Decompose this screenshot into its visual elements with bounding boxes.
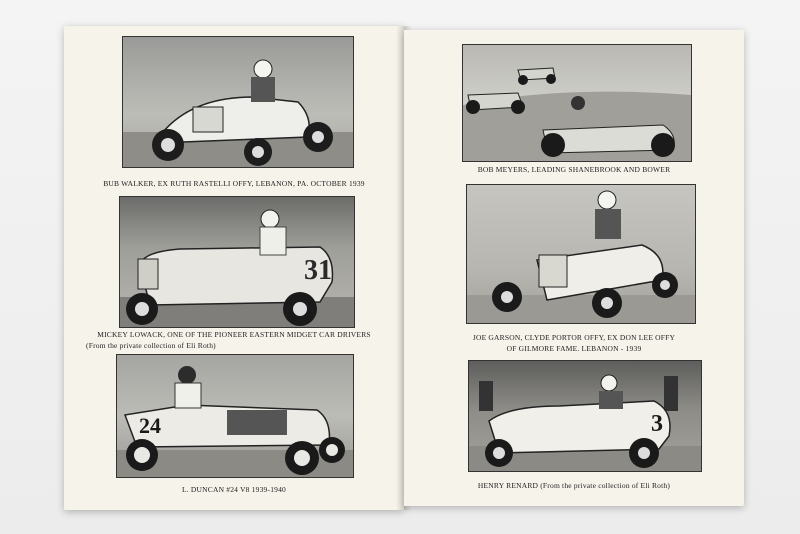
caption-bob-meyers: BOB MEYERS, LEADING SHANEBROOK AND BOWER [477, 165, 671, 174]
right-page [404, 30, 744, 506]
caption-bub-walker: BUB WALKER, EX RUTH RASTELLI OFFY, LEBANON, PA. OCTOBER 1939 [103, 179, 365, 188]
race-car-illustration [120, 197, 354, 327]
car-number-31: 31 [304, 255, 332, 286]
photo-henry-renard [468, 360, 702, 472]
caption-joe-garson: JOE GARSON, CLYDE PORTOR OFFY, EX DON LEE OFFY OF GILMORE FAME. LEBANON - 1939 [472, 333, 676, 353]
photo-l-duncan [116, 354, 354, 478]
car-number-24: 24 [139, 413, 161, 438]
left-page [64, 26, 404, 510]
race-car-illustration [117, 355, 353, 477]
photo-bob-meyers [462, 44, 692, 162]
race-car-illustration [469, 361, 701, 471]
race-car-illustration [467, 185, 695, 323]
caption-l-duncan: L. DUNCAN #24 V8 1939-1940 [181, 485, 287, 494]
photo-bub-walker [122, 36, 354, 168]
race-car-illustration [123, 37, 353, 167]
car-number-3: 3 [651, 411, 663, 437]
caption-mickey-lowack: MICKEY LOWACK, ONE OF THE PIONEER EASTERN MIDGET CAR DRIVERS (From the private collection of Eli Roth) [86, 330, 371, 350]
photo-mickey-lowack [119, 196, 355, 328]
caption-henry-renard: HENRY RENARD (From the private collection of Eli Roth) [477, 481, 671, 490]
race-scene-illustration [463, 45, 691, 161]
photo-joe-garson [466, 184, 696, 324]
